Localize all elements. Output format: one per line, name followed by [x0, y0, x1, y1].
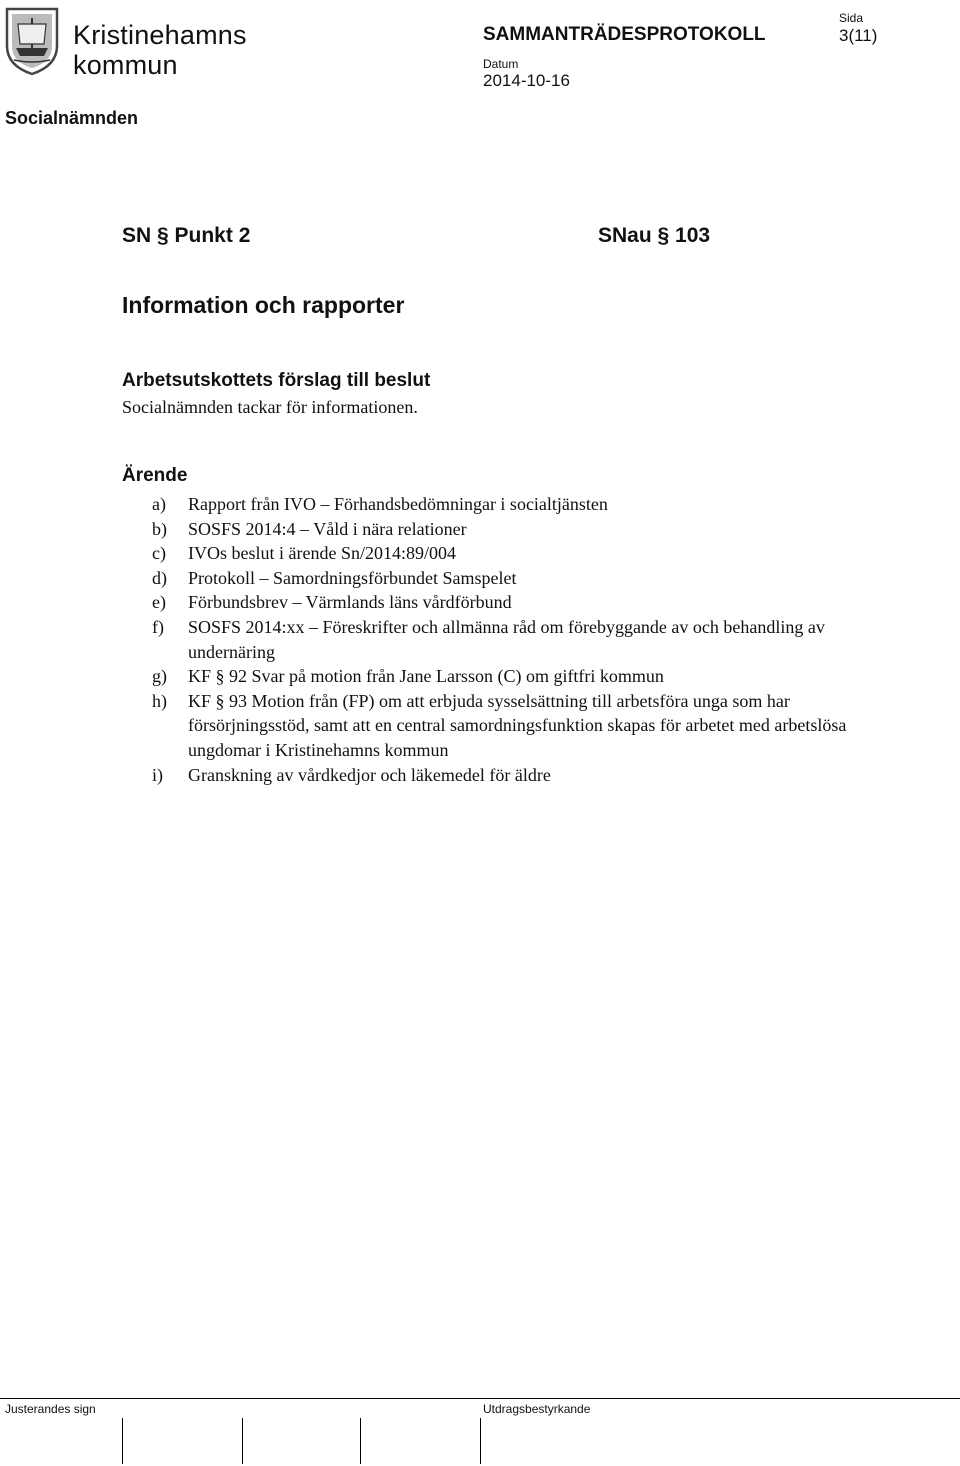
date-label: Datum	[483, 57, 519, 71]
item-text: Granskning av vårdkedjor och läkemedel för äldre	[188, 764, 551, 785]
document-title: SAMMANTRÄDESPROTOKOLL	[483, 24, 766, 45]
matter-list	[152, 492, 852, 787]
logo-wordmark	[73, 20, 247, 80]
organization-name: Socialnämnden	[5, 108, 139, 128]
item-text: Protokoll – Samordningsförbundet Samspelet	[188, 567, 517, 588]
item-text: IVOs beslut i ärende Sn/2014:89/004	[188, 543, 456, 564]
list-item	[152, 566, 852, 591]
item-text: SOSFS 2014:xx – Föreskrifter och allmänna råd om förebyggande av och behandling av undernäring	[188, 616, 825, 662]
item-letter: f)	[152, 616, 164, 637]
committee-reference: SNau § 103	[598, 224, 711, 247]
proposal-heading: Arbetsutskottets förslag till beslut	[122, 370, 431, 391]
item-letter: g)	[152, 666, 167, 687]
signature-label: Justerandes sign	[5, 1402, 96, 1416]
certification-label: Utdragsbestyrkande	[483, 1402, 591, 1416]
list-item	[152, 664, 852, 689]
item-text: KF § 92 Svar på motion från Jane Larsson (C) om giftfri kommun	[188, 666, 664, 687]
page-label: Sida	[839, 11, 864, 25]
item-text: SOSFS 2014:4 – Våld i nära relationer	[188, 518, 467, 539]
item-letter: a)	[152, 494, 166, 514]
list-item	[152, 590, 852, 615]
page-title: Information och rapporter	[122, 292, 405, 318]
list-item	[152, 763, 852, 788]
list-item	[152, 615, 852, 664]
list-item	[152, 689, 852, 763]
date-value: 2014-10-16	[483, 71, 570, 90]
item-letter: c)	[152, 543, 166, 564]
proposal-text: Socialnämnden tackar för informationen.	[122, 397, 418, 417]
item-letter: h)	[152, 690, 167, 711]
section-reference: SN § Punkt 2	[122, 224, 251, 247]
signature-field	[360, 1418, 361, 1464]
signature-field	[122, 1418, 123, 1464]
logo-line-2: kommun	[73, 50, 178, 80]
logo-line-1: Kristinehamns	[73, 20, 247, 50]
item-letter: d)	[152, 567, 167, 588]
signature-field	[480, 1418, 481, 1464]
list-item	[152, 541, 852, 566]
item-text: Förbundsbrev – Värmlands läns vårdförbund	[188, 592, 512, 613]
list-item	[152, 517, 852, 542]
item-letter: e)	[152, 592, 166, 613]
item-letter: i)	[152, 764, 163, 785]
page-number: 3(11)	[839, 26, 878, 45]
item-letter: b)	[152, 518, 167, 539]
footer-divider	[0, 1398, 960, 1399]
matter-heading: Ärende	[122, 465, 188, 486]
signature-field	[242, 1418, 243, 1464]
item-text: Rapport från IVO – Förhandsbedömningar i socialtjänsten	[188, 494, 608, 514]
ship-crest-icon	[4, 6, 60, 76]
item-text: KF § 93 Motion från (FP) om att erbjuda sysselsättning till arbetsföra unga som har försörjningsstöd, samt att en central samordningsfunktion skapas för arbetet med arbetslösa ungdomar i Kristinehamns kommun	[188, 690, 847, 760]
list-item	[152, 492, 852, 517]
